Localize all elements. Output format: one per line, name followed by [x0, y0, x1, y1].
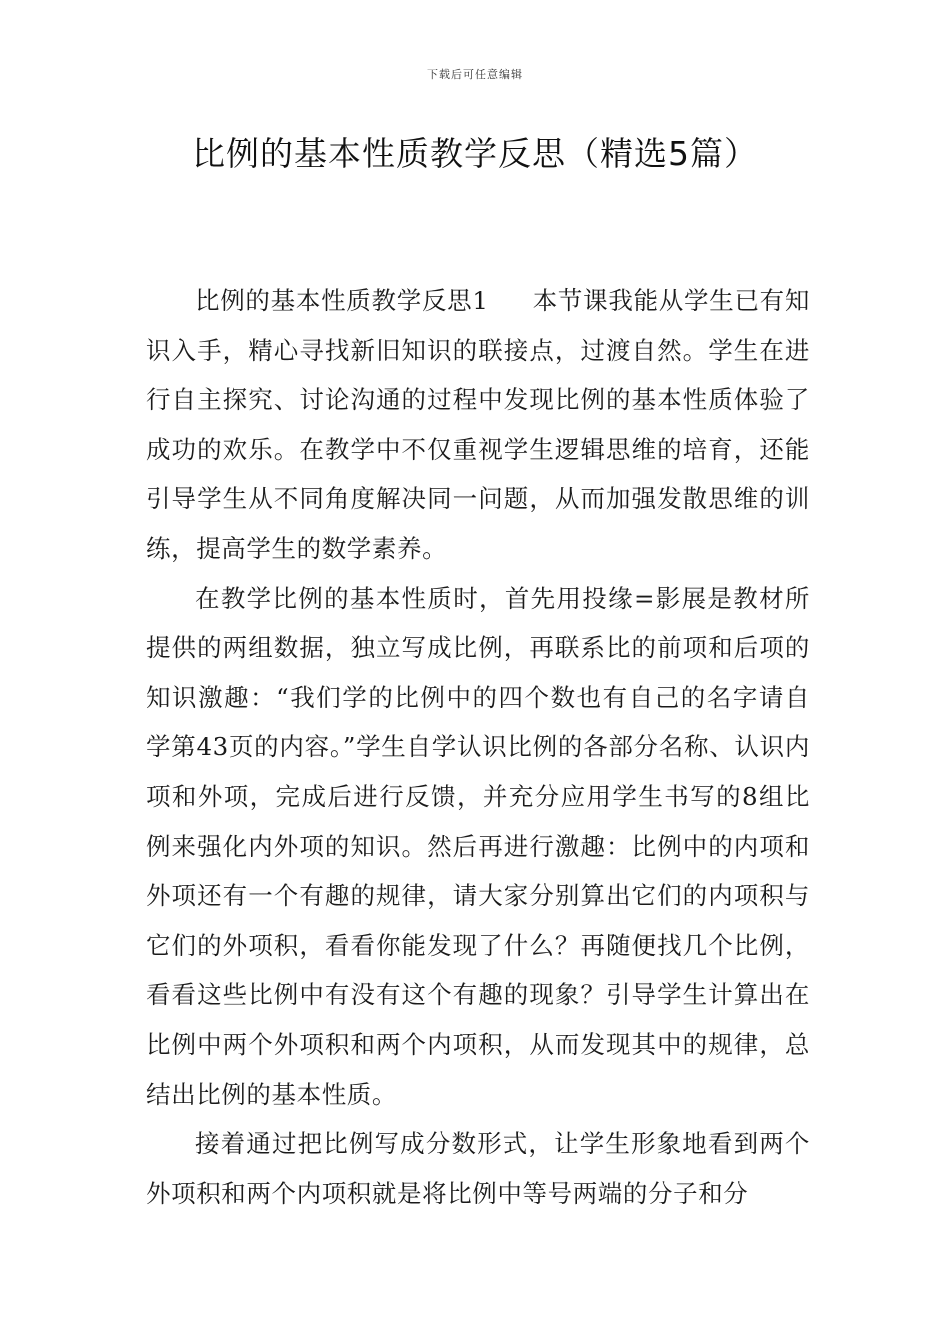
paragraph-1	[146, 276, 810, 574]
paragraph-text: 接着通过把比例写成分数形式，让学生形象地看到两个外项积和两个内项积就是将比例中等号两端的分子和分	[146, 1129, 810, 1208]
document-title: 比例的基本性质教学反思（精选5篇）	[192, 134, 758, 173]
paragraph-text: 在教学比例的基本性质时，首先用投缘=影展是教材所提供的两组数据，独立写成比例，再联系比的前项和后项的知识激趣：“我们学的比例中的四个数也有自己的名字请自学第43页的内容。”学生自学认识比例的各部分名称、认识内项和外项，完成后进行反馈，并充分应用学生书写的8组比例来强化内外项的知识。然后再进行激趣：比例中的内项和外项还有一个有趣的规律，请大家分别算出它们的内项积与它们的外项积，看看你能发现了什么？再随便找几个比例，看看这些比例中有没有这个有趣的现象？引导学生计算出在比例中两个外项积和两个内项积，从而发现其中的规律，总结出比例的基本性质。	[146, 583, 810, 1109]
document-body	[146, 276, 810, 1218]
section-heading: 比例的基本性质教学反思1	[195, 286, 489, 315]
header-note: 下载后可任意编辑	[427, 68, 523, 81]
paragraph-3	[146, 1119, 810, 1218]
paragraph-text: 本节课我能从学生已有知识入手，精心寻找新旧知识的联接点，过渡自然。学生在进行自主探究、讨论沟通的过程中发现比例的基本性质体验了成功的欢乐。在教学中不仅重视学生逻辑思维的培育，还能引导学生从不同角度解决同一问题，从而加强发散思维的训练，提高学生的数学素养。	[146, 286, 810, 563]
paragraph-2	[146, 574, 810, 1120]
